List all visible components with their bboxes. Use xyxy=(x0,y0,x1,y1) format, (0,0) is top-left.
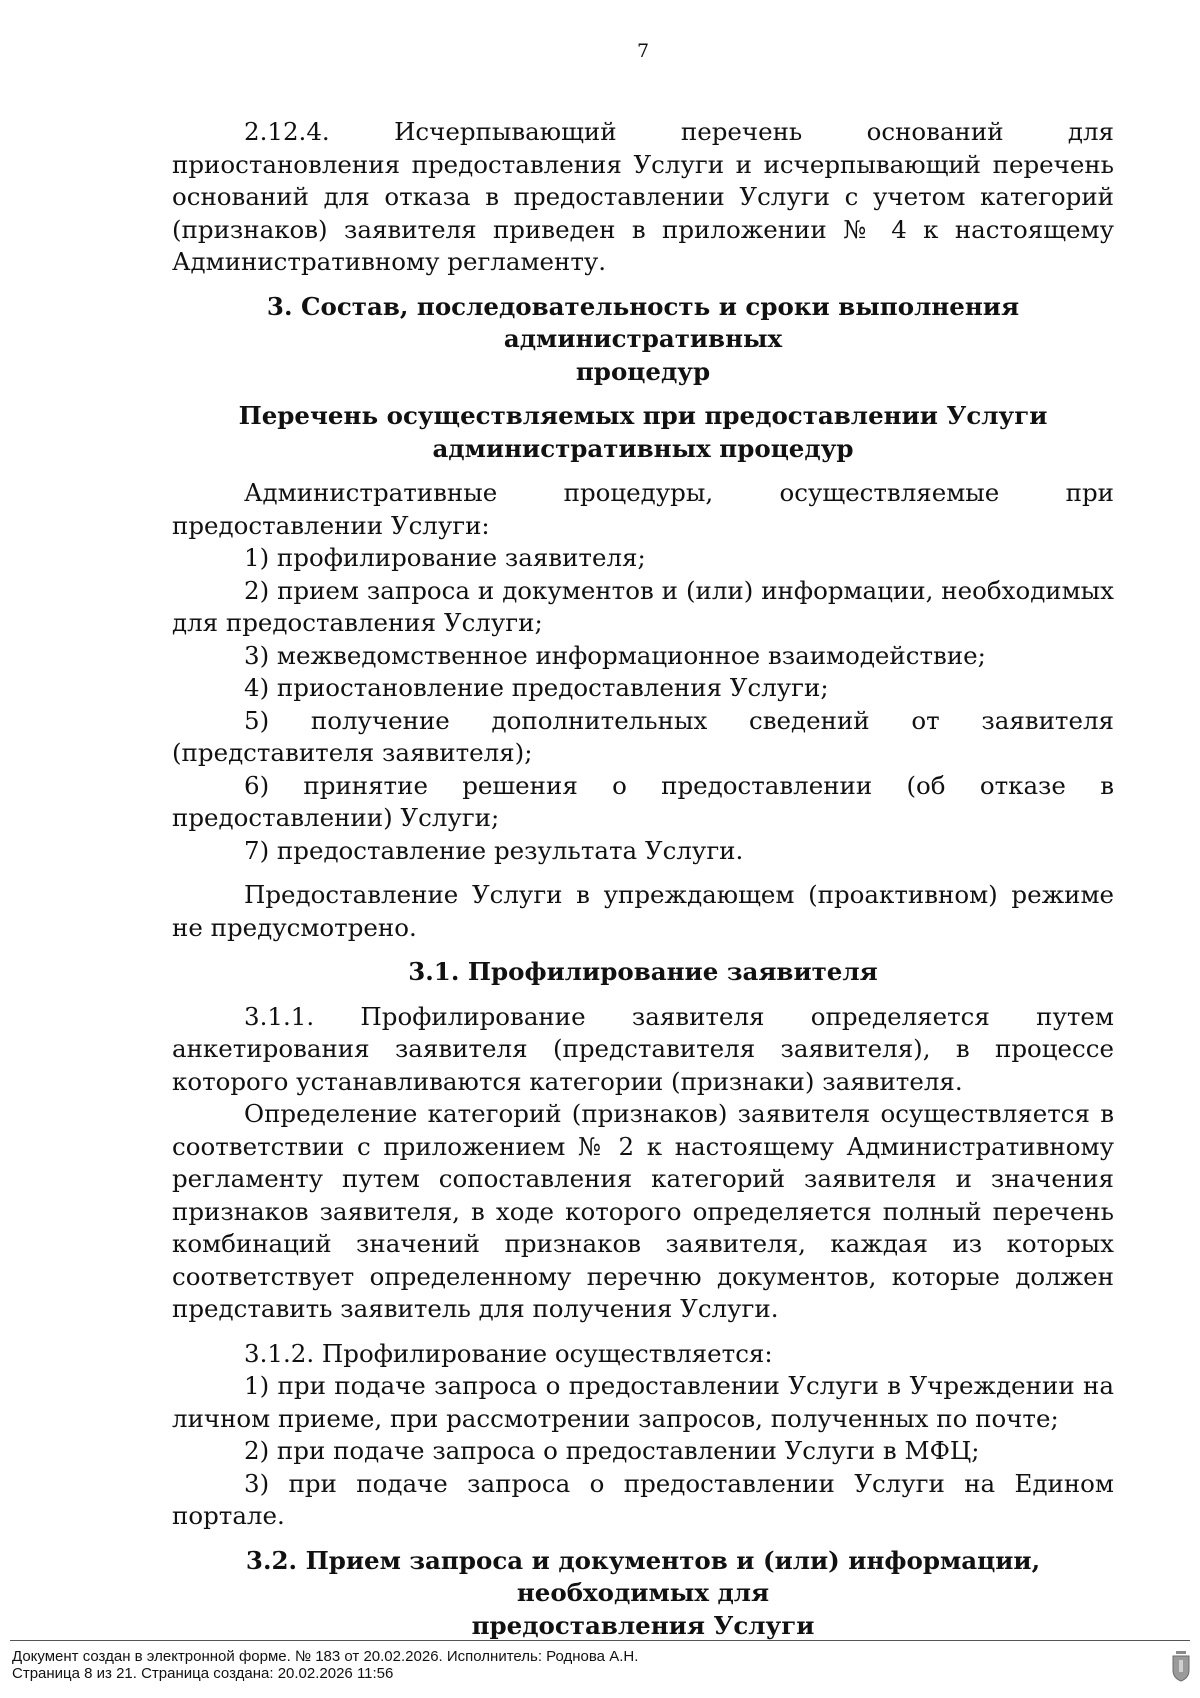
list-item: 1) при подаче запроса о предоставлении Услуги в Учреждении на личном приеме, при рассмотрении запросов, полученных по почте; xyxy=(172,1371,1114,1433)
paragraph-3-1-2: 3.1.2. Профилирование осуществляется: xyxy=(244,1338,773,1368)
list-item: 2) при подаче запроса о предоставлении Услуги в МФЦ; xyxy=(244,1436,980,1465)
paragraph-3-1-1: 3.1.1. Профилирование заявителя определяется путем анкетирования заявителя (представителя заявителя), в процессе которого устанавливаются категории (признаки) заявителя. xyxy=(172,1001,1114,1096)
list-item: 6) принятие решения о предоставлении (об отказе в предоставлении) Услуги; xyxy=(172,770,1114,832)
paragraph-categories: Определение категорий (признаков) заявителя осуществляется в соответствии с приложением № 2 к настоящему Административному регламенту путем сопоставления категорий заявителя и значения признаков заявителя, в ходе которого определяется полный перечень комбинаций значений признаков заявителя, каждая из которых соответствует определенному перечню документов, которые должен представить заявитель для получения Услуги. xyxy=(172,1099,1114,1323)
footer-line-1: Документ создан в электронной форме. № 183 от 20.02.2026. Исполнитель: Роднова А.Н. xyxy=(12,1648,639,1665)
section-3-2-heading-line1: 3.2. Прием запроса и документов и (или) информации, необходимых для xyxy=(245,1545,1041,1607)
footer xyxy=(12,1648,638,1682)
list-item: 5) получение дополнительных сведений от заявителя (представителя заявителя); xyxy=(172,705,1114,767)
footer-divider xyxy=(10,1640,1190,1641)
section-3-2-heading xyxy=(172,1545,1114,1643)
section-3-heading-line1: 3. Состав, последовательность и сроки выполнения административных xyxy=(266,291,1020,353)
procedures-list-heading-line1: Перечень осуществляемых при предоставлении Услуги xyxy=(238,401,1048,430)
footer-line-2: Страница 8 из 21. Страница создана: 20.02.2026 11:56 xyxy=(12,1665,394,1682)
procedures-list-heading-line2: административных процедур xyxy=(432,433,854,463)
procedures-list-heading xyxy=(172,400,1114,465)
proactive-paragraph: Предоставление Услуги в упреждающем (проактивном) режиме не предусмотрено. xyxy=(172,880,1114,942)
section-3-heading xyxy=(172,291,1114,389)
list-item: 2) прием запроса и документов и (или) информации, необходимых для предоставления Услуги; xyxy=(172,575,1114,637)
list-item: 1) профилирование заявителя; xyxy=(244,543,646,572)
page-number: 7 xyxy=(636,40,650,62)
paragraph-2-12-4: 2.12.4. Исчерпывающий перечень оснований для приостановления предоставления Услуги и исчерпывающий перечень оснований для отказа в предоставлении Услуги с учетом категорий (признаков) заявителя приведен в приложении № 4 к настоящему Административному регламенту. xyxy=(172,117,1114,276)
document-body xyxy=(172,116,1114,1642)
list-item: 4) приостановление предоставления Услуги; xyxy=(244,673,829,702)
section-3-2-heading-line2: предоставления Услуги xyxy=(471,1610,815,1640)
coat-of-arms-icon xyxy=(1170,1650,1192,1682)
section-3-heading-line2: процедур xyxy=(575,356,711,386)
list-item: 3) при подаче запроса о предоставлении Услуги на Едином портале. xyxy=(172,1468,1114,1530)
list-item: 7) предоставление результата Услуги. xyxy=(244,835,744,865)
procedures-intro: Административные процедуры, осуществляемые при предоставлении Услуги: xyxy=(172,478,1114,540)
list-item: 3) межведомственное информационное взаимодействие; xyxy=(244,640,986,670)
section-3-1-heading: 3.1. Профилирование заявителя xyxy=(408,957,878,986)
